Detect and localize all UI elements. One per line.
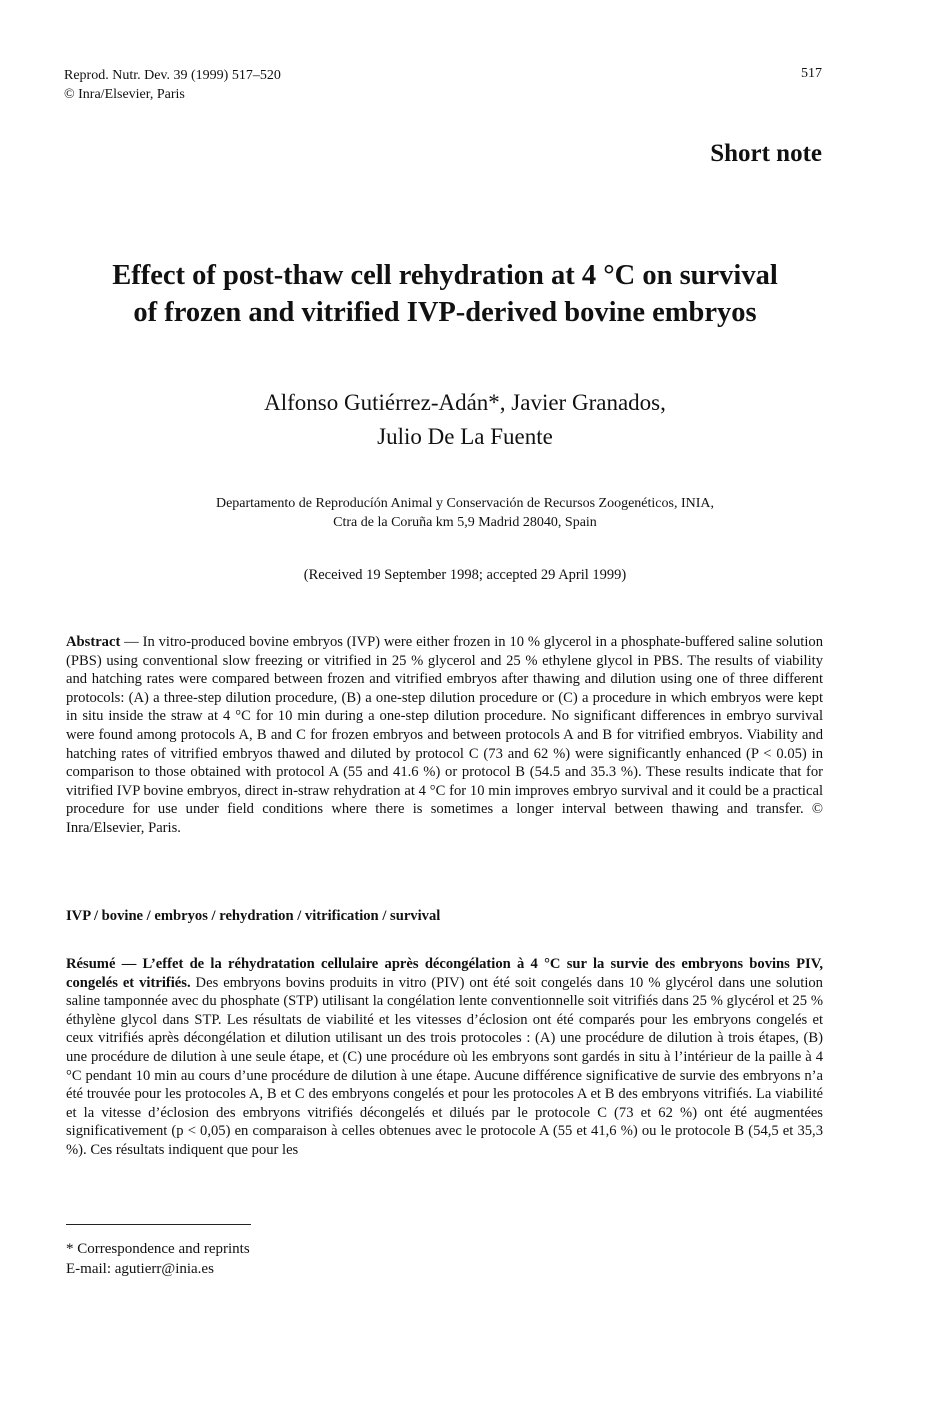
- footnote-divider: [66, 1224, 251, 1225]
- affiliation: [60, 494, 870, 532]
- footnote-email: E-mail: agutierr@inia.es: [66, 1261, 214, 1277]
- affiliation-line-1: Departamento de Reproducíón Animal y Conservación de Recursos Zoogenéticos, INIA,: [215, 496, 715, 511]
- article-type: Short note: [710, 140, 822, 167]
- page-number: 517: [801, 66, 822, 81]
- affiliation-line-2: Ctra de la Coruña km 5,9 Madrid 28040, Spain: [333, 515, 597, 530]
- journal-reference: Reprod. Nutr. Dev. 39 (1999) 517–520: [64, 68, 281, 83]
- journal-citation: [64, 66, 281, 104]
- article-title: [40, 257, 850, 331]
- abstract-text: — In vitro-produced bovine embryos (IVP) were either frozen in 10 % glycerol in a phosphate-buffered saline solution (PBS) using conventional slow freezing or vitrified in 25 % glycerol and 25 % ethylene glycol in PBS. The results of viability and hatching rates were compared between frozen and vitrified embryos after thawing and dilution using one of three different protocols: (A) a three-step dilution procedure, (B) a one-step dilution procedure or (C) a procedure in which embryos were kept in situ inside the straw at 4 °C for 10 min during a one-step dilution procedure. No significant differences in embryo survival were found among protocols A, B and C for frozen embryos and between protocols A and B for vitrified embryos. Viability and hatching rates of vitrified embryos thawed and diluted by protocol C (73 and 62 %) were significantly enhanced (P < 0.05) in comparison to those obtained with protocol A (55 and 41.6 %) or protocol B (54.5 and 35.3 %). These results indicate that for vitrified IVP bovine embryos, direct in-straw rehydration at 4 °C for 10 min improves embryo survival and it could be a practical procedure for use under field conditions where there is sometimes a longer interval between thawing and transfer. © Inra/Elsevier, Paris.: [66, 634, 823, 836]
- resume: [66, 955, 823, 1160]
- footnote: [66, 1239, 250, 1279]
- abstract: [66, 633, 823, 838]
- received-accepted-dates: (Received 19 September 1998; accepted 29 April 1999): [303, 567, 627, 583]
- authors-line-2: Julio De La Fuente: [377, 424, 553, 449]
- footnote-correspondence: * Correspondence and reprints: [66, 1241, 250, 1257]
- resume-title: Résumé — L’effet de la réhydratation cellulaire après décongélation à 4 °C sur la survie des embryons bovins PIV, congelés et vitrifiés.: [66, 956, 823, 991]
- authors-line-1: Alfonso Gutiérrez-Adán*, Javier Granados,: [264, 390, 666, 415]
- author-list: [60, 386, 870, 454]
- copyright-line: © Inra/Elsevier, Paris: [64, 87, 185, 102]
- resume-text: Des embryons bovins produits in vitro (PIV) ont été soit congelés dans 10 % glycérol dans une solution saline tamponnée avec du phosphate (STP) utilisant la congélation lente conventionnelle soit vitrifiés dans 25 % glycérol et 25 % éthylène glycol dans STP. Les résultats de viabilité et les vitesses d’éclosion ont été comparés pour les embryons congelés et ceux vitrifiés après décongélation et dilution utilisant un des trois protocoles : (A) une procédure de dilution à trois étapes, (B) une procédure de dilution à une seule étape, et (C) une procédure où les embryons sont gardés in situ à l’intérieur de la paille à 4 °C pendant 10 min au cours d’une procédure de dilution à une étape. Aucune différence significative de survie des embryons n’a été trouvée pour les protocoles A, B et C des embryons congelés et pour les protocoles A et B des embryons vitrifiés. La viabilité et la vitesse d’éclosion des embryons vitrifiés décongelés et dilués par le protocole C (73 et 62 %) ont été augmentées significativement (p < 0,05) en comparaison à celles obtenues avec le protocole A (55 et 41,6 %) ou le protocole B (54,5 et 35,3 %). Ces résultats indiquent que pour les: [66, 974, 823, 1158]
- keywords: IVP / bovine / embryos / rehydration / vitrification / survival: [66, 908, 441, 924]
- title-line-2: of frozen and vitrified IVP-derived bovine embryos: [133, 297, 757, 328]
- abstract-label: Abstract: [66, 634, 121, 650]
- title-line-1: Effect of post-thaw cell rehydration at 4 °C on survival: [112, 260, 778, 291]
